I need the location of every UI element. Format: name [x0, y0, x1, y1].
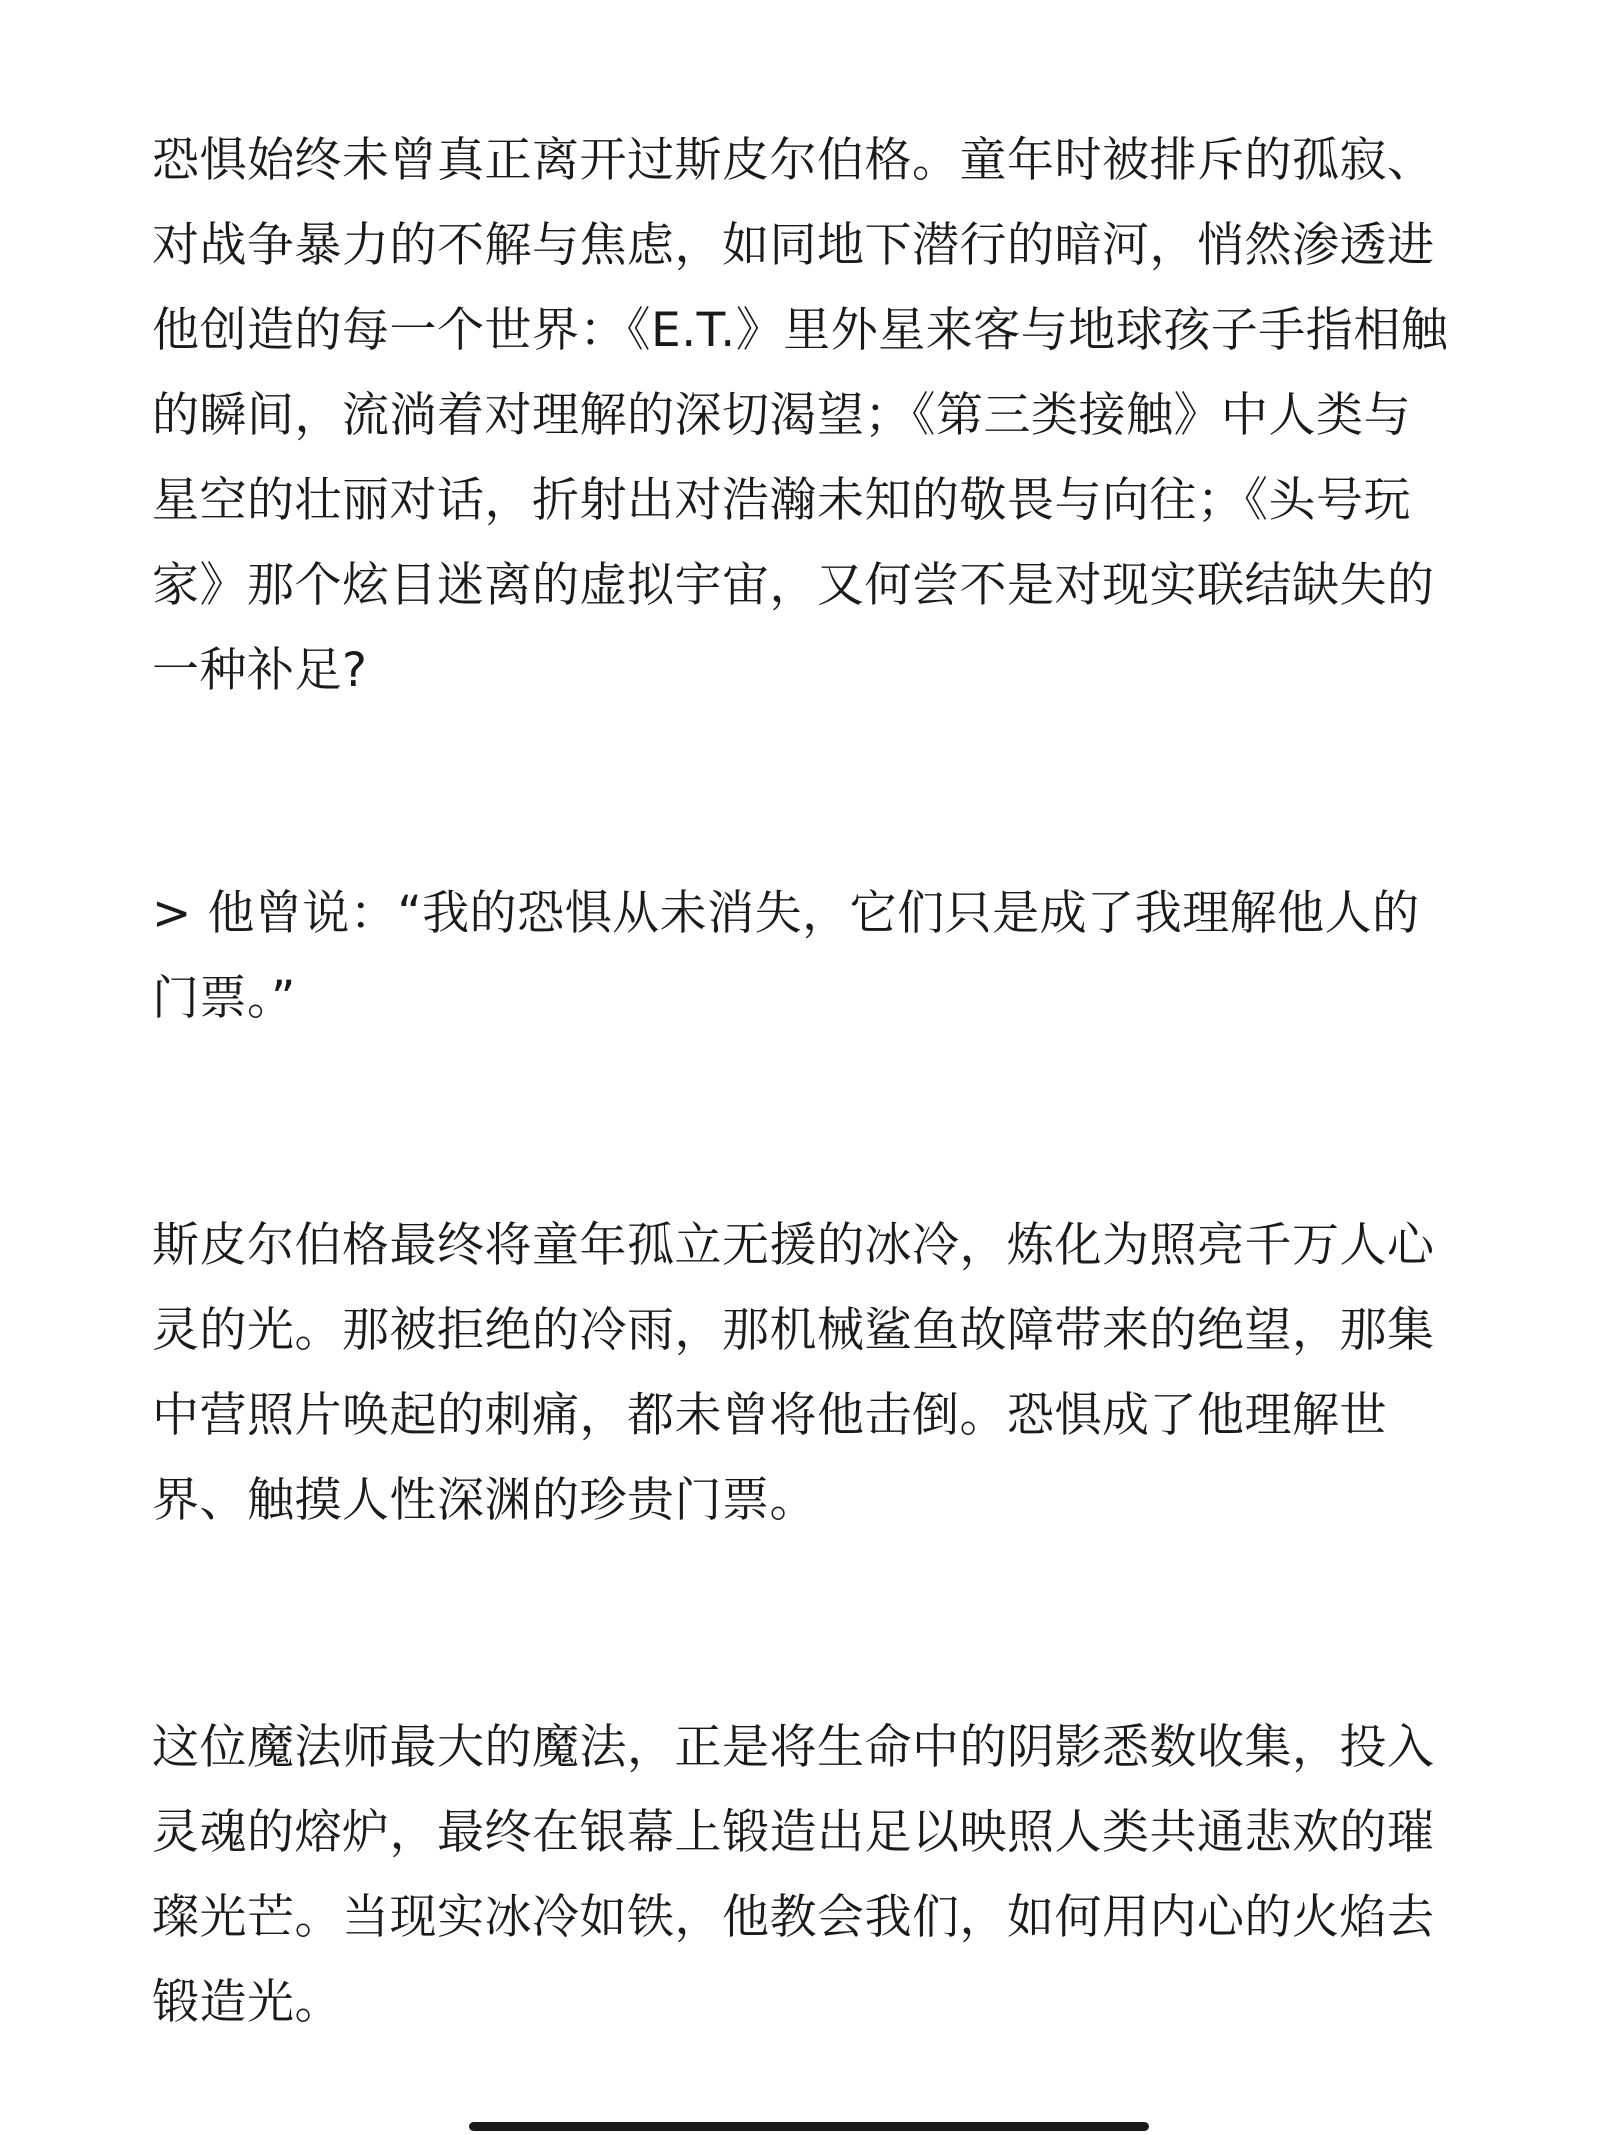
- paragraph-light-transformation: 斯皮尔伯格最终将童年孤立无援的冰冷，炼化为照亮千万人心灵的光。那被拒绝的冷雨，那机械鲨鱼故障带来的绝望，那集中营照片唤起的刺痛，都未曾将他击倒。恐惧成了他理解世界、触摸人性深渊的珍贵门票。: [152, 1218, 1435, 1528]
- paragraph-fear-origins: 恐惧始终未曾真正离开过斯皮尔伯格。童年时被排斥的孤寂、对战争暴力的不解与焦虑，如同地下潜行的暗河，悄然渗透进他创造的每一个世界：《E.T.》里外星来客与地球孩子手指相触的瞬间，流淌着对理解的深切渴望；《第三类接触》中人类与星空的壮丽对话，折射出对浩瀚未知的敬畏与向往；《头号玩家》那个炫目迷离的虚拟宇宙，又何尝不是对现实联结缺失的一种补足?: [152, 133, 1449, 698]
- paragraph-closing: 这位魔法师最大的魔法，正是将生命中的阴影悉数收集，投入灵魂的熔炉，最终在银幕上锻造出足以映照人类共通悲欢的璀璨光芒。当现实冰冷如铁，他教会我们，如何用内心的火焰去锻造光。: [152, 1720, 1435, 2030]
- article-body: [152, 118, 1452, 2045]
- blockquote-paragraph: > 他曾说：“我的恐惧从未消失，它们只是成了我理解他人的门票。”: [152, 886, 1420, 1026]
- home-indicator-bar[interactable]: [469, 2122, 1149, 2131]
